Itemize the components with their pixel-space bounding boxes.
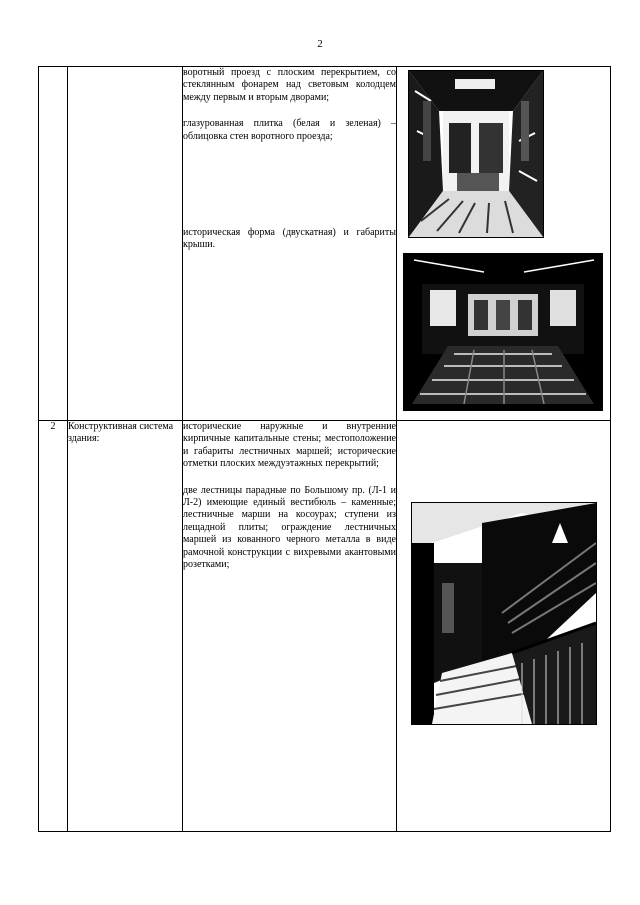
description-block: воротный проезд с плоским перекрытием, со стеклянным фонарем над световым колодцем между первым и вторым дворами; <box>183 67 396 103</box>
description-block: исторические наружные и внутренние кирпичные капитальные стены; местоположение и габариты лестничных маршей; исторические отметки плоских междуэтажных перекрытий; <box>183 421 396 470</box>
table-row <box>39 67 611 421</box>
photo-cell <box>397 67 611 421</box>
photo-cell <box>397 421 611 832</box>
staircase-photo <box>411 502 597 725</box>
row-number: 2 <box>39 421 68 832</box>
description-block: историческая форма (двускатная) и габариты крыши. <box>183 227 396 251</box>
page-number: 2 <box>317 38 323 50</box>
gateway-passage-photo <box>408 70 544 238</box>
description-block: две лестницы парадные по Большому пр. (Л-1 и Л-2) имеющие единый вестибюль – каменные; лестничные марши на косоурах; ступени из лещадной плиты; ограждение лестничных маршей из кованного черного металла в виде рамочной конструкции с вихревыми акантовыми розетками; <box>183 484 396 571</box>
roof-interior-photo <box>403 253 603 411</box>
row-description <box>183 67 397 421</box>
row-title <box>68 67 183 421</box>
table-row <box>39 421 611 832</box>
row-title: Конструктивная система здания: <box>68 421 183 832</box>
row-description <box>183 421 397 832</box>
heritage-table <box>38 66 611 832</box>
row-number <box>39 67 68 421</box>
description-block: глазурованная плитка (белая и зеленая) – облицовка стен воротного проезда; <box>183 118 396 142</box>
